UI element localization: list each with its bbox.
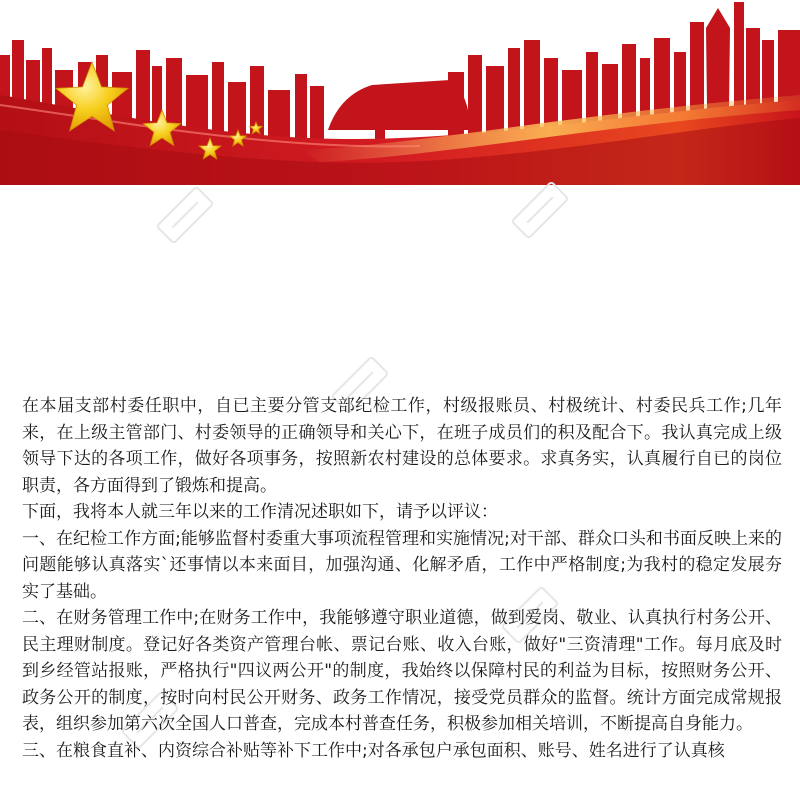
report-body	[22, 393, 782, 764]
paragraph-preface: 下面，我将本人就三年以来的工作清况述职如下，请予以评议：	[22, 502, 498, 522]
paragraph-intro: 在本届支部村委任职中，自已主要分管支部纪检工作，村级报账员、村极统计、村委民兵工作;几年来，在上级主管部门、村委领导的正确领导和关心下，在班子成员们的积及配合下。我认真完成上级领导下达的各项工作，做好各项事务，按照新农村建设的总体要求。求真务实，认真履行自已的岗位职责，各方面得到了锻炼和提高。	[22, 396, 782, 496]
paragraph-discipline: 一、在纪检工作方面;能够监督村委重大事项流程管理和实施情况;对干部、群众口头和书面反映上来的问题能够认真落实`还事情以本来面目，加强沟通、化解矛盾，工作中严格制度;为我村的稳定发展夯实了基础。	[22, 528, 782, 602]
paragraph-finance: 二、在财务管理工作中;在财务工作中，我能够遵守职业道德，做到爱岗、敬业、认真执行村务公开、民主理财制度。登记好各类资产管理台帐、票记台账、收入台账，做好"三资清理"工作。每月底及时到乡经管站报账，严格执行"四议两公开"的制度，我始终以保障村民的利益为目标，按照财务公开、政务公开的制度，按时向村民公开财务、政务工作情况，接受党员群众的监督。统计方面完成常规报表，组织参加第六次全国人口普查，完成本村普查任务，积极参加相关培训，不断提高自身能力。	[22, 608, 782, 734]
paragraph-subsidy: 三、在粮食直补、内资综合补贴等补下工作中;对各承包户承包面积、账号、姓名进行了认真核	[22, 740, 725, 761]
header-banner	[0, 0, 800, 185]
